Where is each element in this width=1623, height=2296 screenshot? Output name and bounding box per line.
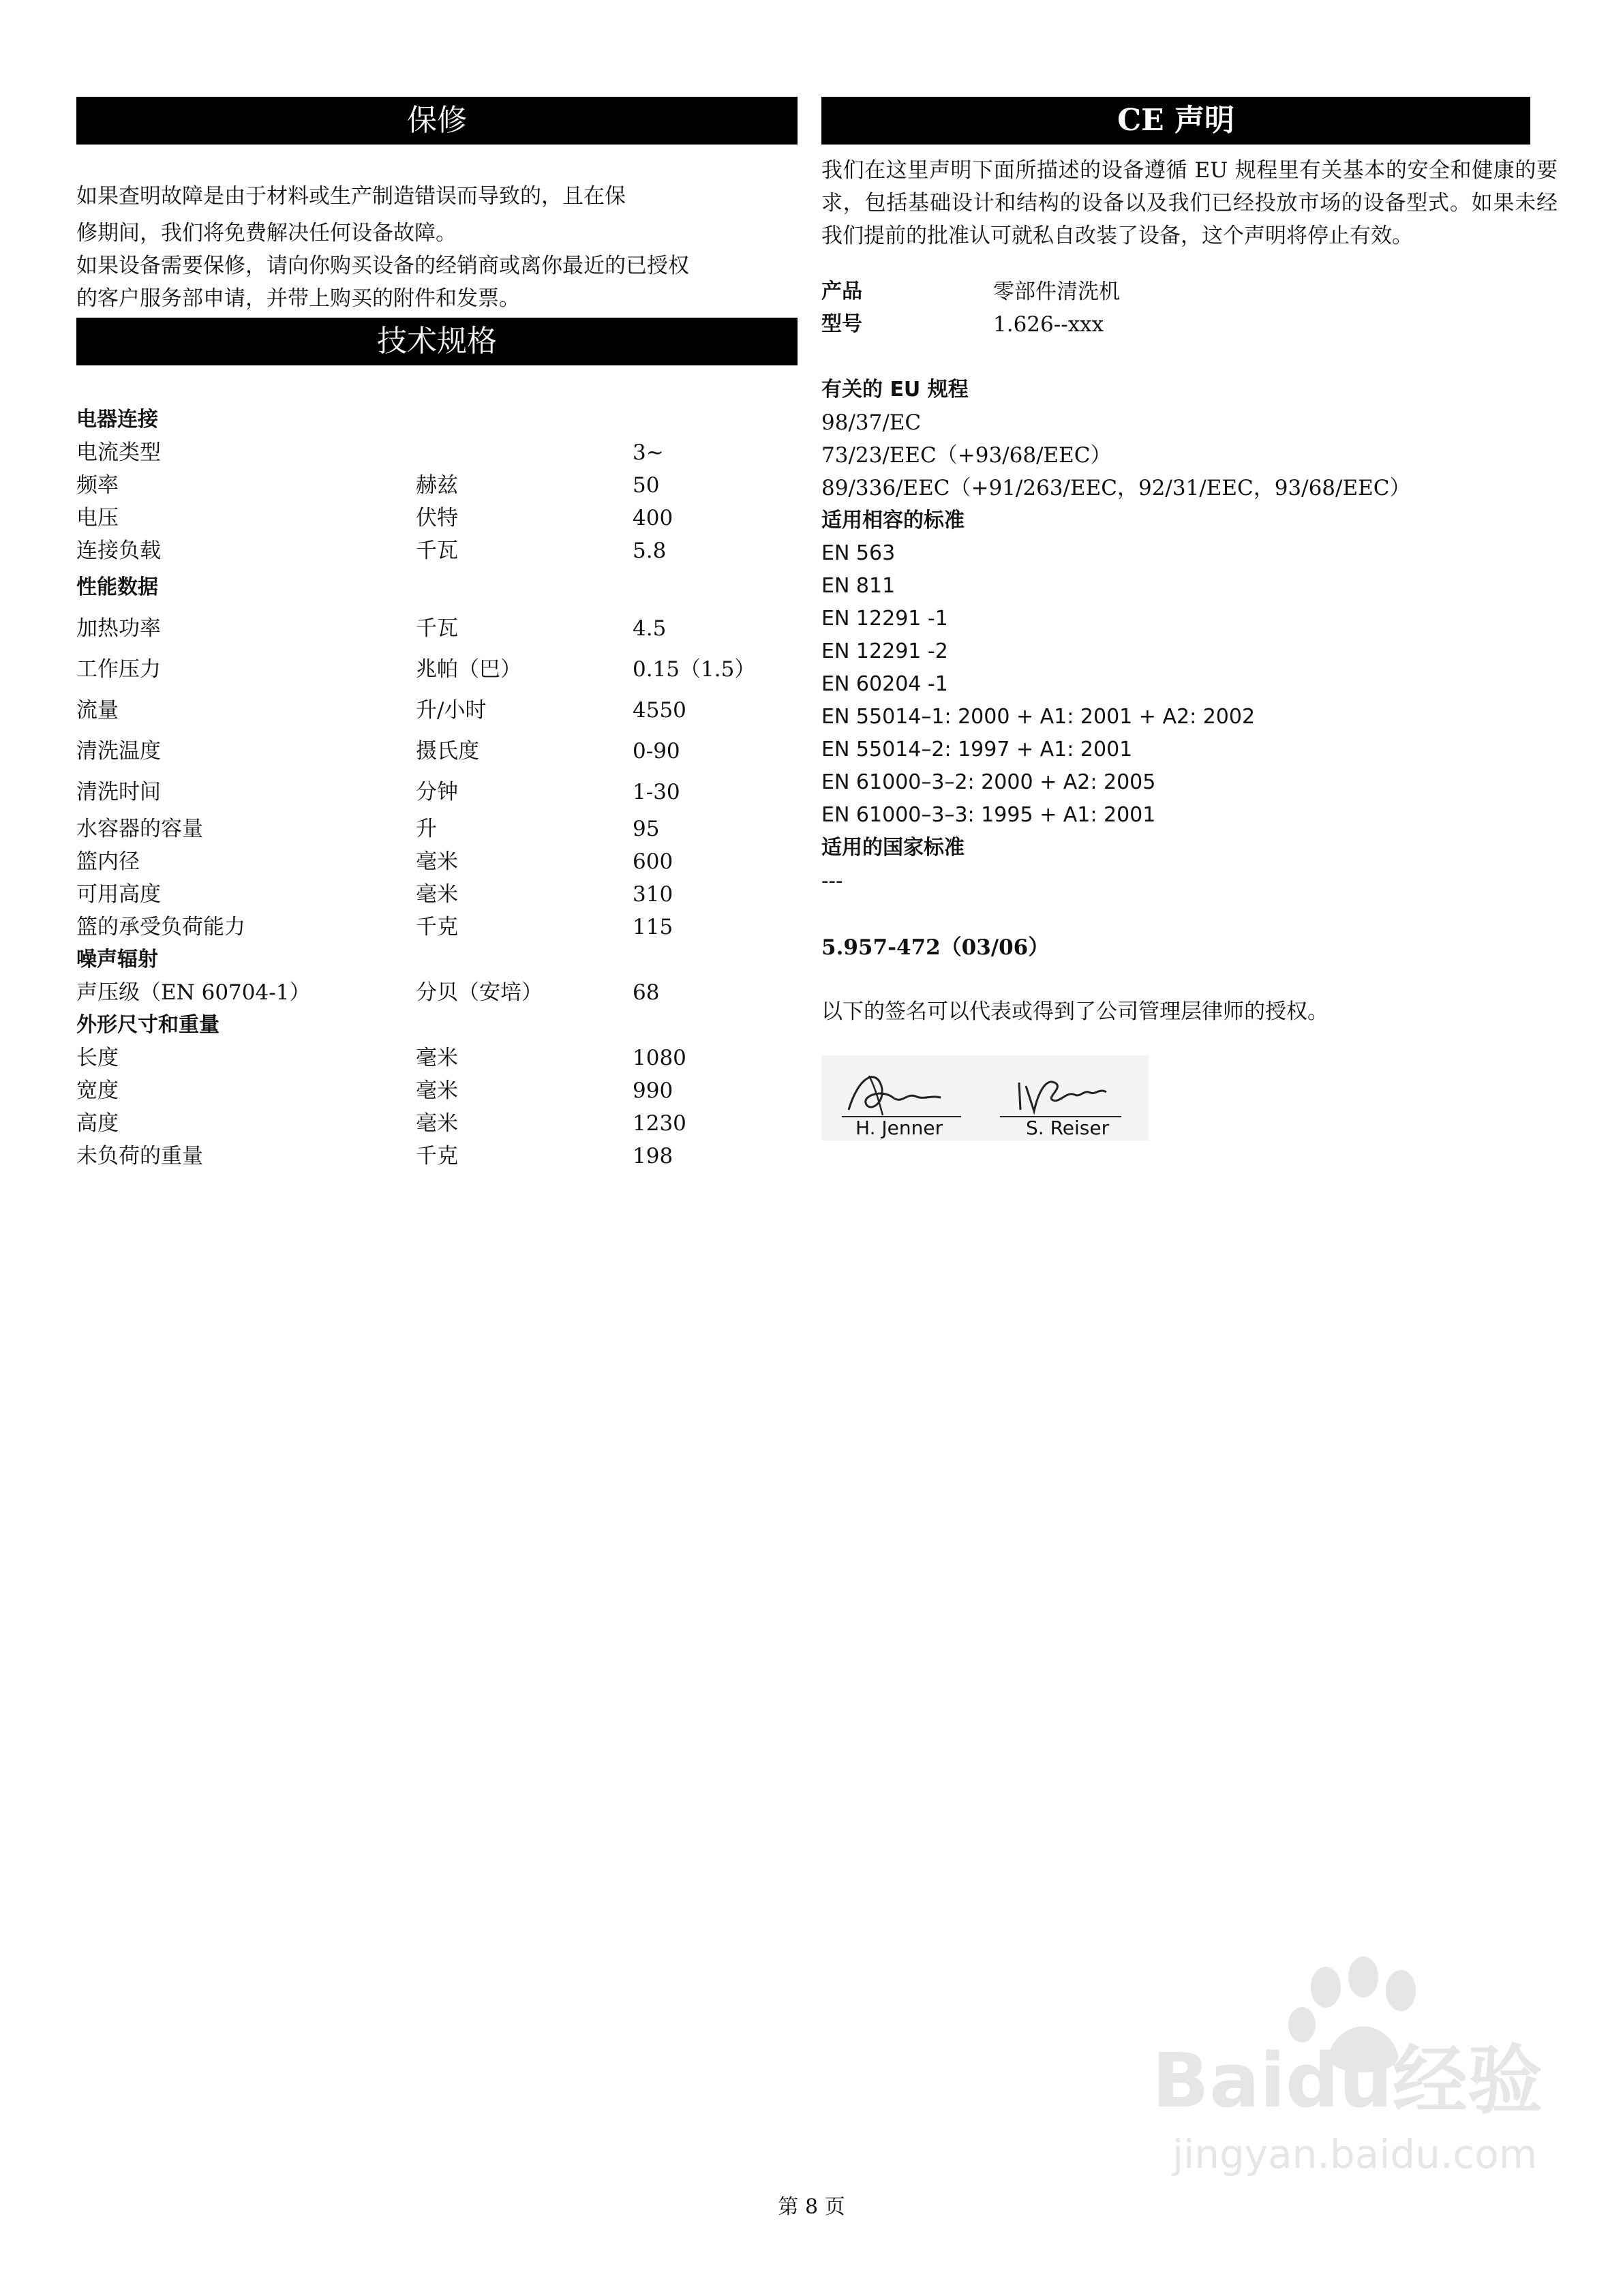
spec-value: 1-30: [633, 780, 680, 804]
spec-value: 4550: [633, 698, 686, 723]
spec-row: [76, 1042, 798, 1074]
spec-unit: 毫米: [416, 882, 458, 907]
product-row: [821, 275, 1120, 308]
spec-unit: 兆帕（巴）: [416, 657, 521, 682]
standards-list: [821, 374, 1558, 897]
spec-label: 篮内径: [76, 849, 140, 874]
standard-item: EN 61000–3–3: 1995 + A1: 2001: [821, 803, 1156, 827]
spec-value: 5.8: [633, 539, 667, 563]
model-value: 1.626--xxx: [993, 312, 1104, 337]
spec-unit: 升: [416, 817, 437, 841]
standard-item: ---: [821, 868, 843, 893]
warranty-heading: 保修: [76, 97, 798, 145]
watermark-logo-text: Baidu经验: [1152, 2037, 1543, 2124]
spec-label: 声压级（EN 60704-1）: [76, 980, 311, 1005]
standard-item: EN 563: [821, 541, 896, 565]
spec-row: [76, 1107, 798, 1140]
standard-item: EN 61000–3–2: 2000 + A2: 2005: [821, 770, 1156, 794]
spec-value: 0-90: [633, 739, 680, 764]
baidu-watermark: [1145, 1950, 1568, 2181]
standard-item: EN 12291 -1: [821, 607, 948, 631]
spec-unit: [416, 943, 633, 976]
spec-row: [76, 976, 798, 1009]
specs-table-body: [76, 404, 798, 1173]
spec-row: [76, 845, 798, 878]
spec-row: [76, 772, 798, 813]
spec-unit: 毫米: [416, 849, 458, 874]
spec-label: 噪声辐射: [76, 948, 158, 971]
product-value: 零部件清洗机: [993, 280, 1120, 304]
spec-unit: 千克: [416, 915, 458, 939]
spec-section-header: [76, 1009, 798, 1042]
spec-section-header: [76, 943, 798, 976]
spec-label: 长度: [76, 1046, 119, 1070]
standard-item: EN 12291 -2: [821, 639, 948, 663]
spec-label: 篮的承受负荷能力: [76, 915, 245, 939]
spec-row: [76, 1140, 798, 1173]
spec-value: [633, 404, 798, 436]
spec-label: 频率: [76, 473, 119, 498]
spec-value: 1080: [633, 1046, 686, 1070]
spec-row: [76, 1074, 798, 1107]
spec-label: 清洗时间: [76, 780, 161, 804]
spec-value: 4.5: [633, 616, 667, 641]
standard-item: 98/37/EC: [821, 410, 922, 435]
model-row: [821, 308, 1120, 341]
spec-unit: [416, 567, 633, 608]
spec-label: 外形尺寸和重量: [76, 1013, 219, 1037]
spec-value: 1230: [633, 1111, 686, 1136]
watermark-url: jingyan.baidu.com: [1172, 2131, 1538, 2177]
spec-unit: 毫米: [416, 1111, 458, 1136]
spec-label: 流量: [76, 698, 119, 723]
signer-name: H. Jenner: [855, 1117, 943, 1139]
spec-unit: [416, 1009, 633, 1042]
spec-unit: 千克: [416, 1144, 458, 1168]
spec-label: 高度: [76, 1111, 119, 1136]
spec-row: [76, 813, 798, 845]
spec-unit: 伏特: [416, 506, 458, 530]
signer-name: S. Reiser: [1026, 1117, 1110, 1139]
paw-icon: [1145, 1950, 1568, 2181]
spec-value: 990: [633, 1078, 673, 1103]
signature-note: 以下的签名可以代表或得到了公司管理层律师的授权。: [821, 999, 1329, 1024]
spec-unit: [416, 436, 633, 469]
standard-item: EN 60204 -1: [821, 672, 948, 696]
signature-block: [821, 1055, 1149, 1141]
spec-unit: 升/小时: [416, 698, 487, 723]
spec-row: [76, 690, 798, 731]
spec-unit: 摄氏度: [416, 739, 479, 764]
spec-row: [76, 878, 798, 911]
spec-label: 工作压力: [76, 657, 161, 682]
spec-row: [76, 649, 798, 690]
spec-label: 连接负载: [76, 539, 161, 563]
standards-heading: 适用相容的标准: [821, 509, 965, 532]
standard-item: EN 55014–2: 1997 + A1: 2001: [821, 738, 1133, 761]
product-label: 产品: [821, 280, 862, 303]
model-label: 型号: [821, 312, 862, 336]
standard-item: EN 811: [821, 574, 896, 598]
spec-label: 电流类型: [76, 440, 161, 465]
spec-value: 600: [633, 849, 673, 874]
spec-row: [76, 608, 798, 649]
spec-label: 可用高度: [76, 882, 161, 907]
spec-value: 198: [633, 1144, 673, 1168]
ce-heading: CE 声明: [821, 97, 1530, 145]
spec-row: [76, 731, 798, 772]
product-table: [821, 275, 1120, 341]
spec-section-header: [76, 567, 798, 608]
standard-item: 89/336/EEC（+91/263/EEC，92/31/EEC，93/68/EEC）: [821, 476, 1411, 500]
document-number: 5.957-472（03/06）: [821, 935, 1050, 960]
standards-heading: 有关的 EU 规程: [821, 378, 969, 402]
spec-value: [633, 1009, 798, 1042]
spec-row: [76, 502, 798, 534]
spec-label: 水容器的容量: [76, 817, 203, 841]
spec-value: 3~: [633, 440, 664, 465]
spec-unit: 毫米: [416, 1046, 458, 1070]
warranty-text: [76, 180, 798, 315]
spec-value: [633, 943, 798, 976]
spec-value: 115: [633, 915, 673, 939]
page-number: 第 8 页: [778, 2195, 845, 2219]
spec-label: 电压: [76, 506, 119, 530]
warranty-line: 如果查明故障是由于材料或生产制造错误而导致的，且在保: [76, 184, 626, 209]
spec-unit: 赫兹: [416, 473, 458, 498]
spec-row: [76, 911, 798, 943]
spec-unit: 千瓦: [416, 539, 458, 563]
spec-label: 电器连接: [76, 408, 158, 432]
spec-section-header: [76, 404, 798, 436]
ce-declaration-text: 我们在这里声明下面所描述的设备遵循 EU 规程里有关基本的安全和健康的要求，包括基础设计和结构的设备以及我们已经投放市场的设备型式。如果未经我们提前的批准认可就私自改装了设备，这个声明将停止有效。: [821, 158, 1558, 248]
spec-value: 0.15（1.5）: [633, 657, 756, 682]
spec-unit: 毫米: [416, 1078, 458, 1103]
warranty-line: 的客户服务部申请，并带上购买的附件和发票。: [76, 286, 520, 311]
spec-label: 加热功率: [76, 616, 161, 641]
standards-heading: 适用的国家标准: [821, 836, 965, 860]
spec-row: [76, 436, 798, 469]
left-column: [76, 97, 798, 1173]
spec-value: 68: [633, 980, 660, 1005]
spec-label: 未负荷的重量: [76, 1144, 203, 1168]
spec-value: [633, 567, 798, 608]
spec-value: 400: [633, 506, 673, 530]
right-column: [821, 97, 1558, 1141]
spec-unit: 分钟: [416, 780, 458, 804]
spec-unit: [416, 404, 633, 436]
spec-value: 50: [633, 473, 660, 498]
spec-unit: 千瓦: [416, 616, 458, 641]
specs-heading: 技术规格: [76, 318, 798, 365]
standard-item: EN 55014–1: 2000 + A1: 2001 + A2: 2002: [821, 705, 1256, 729]
warranty-line: 如果设备需要保修，请向你购买设备的经销商或离你最近的已授权: [76, 254, 689, 278]
spec-row: [76, 534, 798, 567]
spec-label: 宽度: [76, 1078, 119, 1103]
warranty-line: 修期间，我们将免费解决任何设备故障。: [76, 221, 457, 245]
spec-unit: 分贝（安培）: [416, 980, 543, 1005]
standard-item: 73/23/EEC（+93/68/EEC）: [821, 443, 1112, 468]
spec-value: 310: [633, 882, 673, 907]
spec-value: 95: [633, 817, 660, 841]
spec-row: [76, 469, 798, 502]
spec-label: 清洗温度: [76, 739, 161, 764]
specs-table: [76, 404, 798, 1173]
spec-label: 性能数据: [76, 575, 158, 599]
